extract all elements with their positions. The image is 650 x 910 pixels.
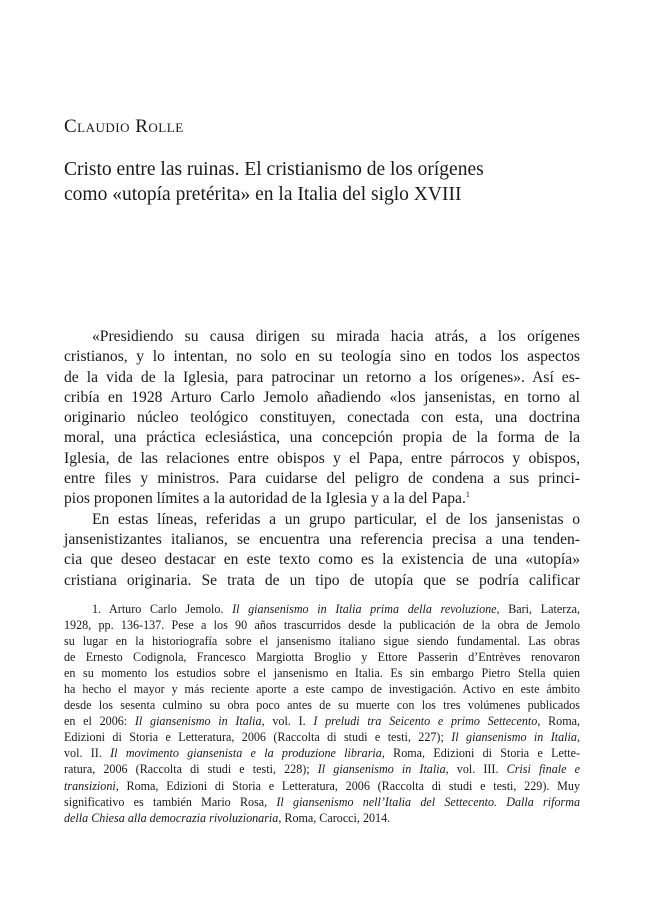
footnote-italic-title: della Chiesa alla democrazia rivoluzionaria — [64, 810, 279, 825]
footnote-italic-title: Il giansenismo nell’Italia del Settecento. Dalla riforma — [276, 794, 580, 809]
footnote-line: vol. II. Il movimento giansenista e la produzione libraria, Roma, Edizioni di Storia e Lette- — [64, 746, 580, 761]
footnote-line: ha hecho el mayor y más reciente aporte a este campo de investigación. Activo en este ámbito — [64, 682, 580, 697]
footnote-reference: 1 — [465, 490, 470, 500]
footnote-line: desde los sesenta culmino su obra poco antes de su muerte con los tres volúmenes publicados — [64, 698, 580, 713]
footnote-italic-title: Il giansenismo in Italia — [134, 714, 262, 729]
footnote-line: 1. Arturo Carlo Jemolo. Il giansenismo in Italia prima della revoluzione, Bari, Laterza, — [92, 602, 580, 616]
body-line: Iglesia, de las relaciones entre obispos y el Papa, entre párrocos y obispos, — [64, 449, 580, 467]
body-line — [64, 489, 580, 509]
footnote-italic-title: I preludi tra Seicento e primo Settecento — [313, 714, 538, 729]
chapter-title-line-2: como «utopía pretérita» en la Italia del siglo XVIII — [64, 184, 462, 205]
body-line: cia que deseo destacar en este texto como es la existencia de una «utopía» — [64, 551, 580, 569]
footnote-italic-title: Crisi finale e — [506, 762, 580, 777]
footnote-line: ratura, 2006 (Raccolta di studi e testi, 228); Il giansenismo in Italia, vol. III. Crisi finale e — [64, 762, 580, 777]
footnote-line: transizioni, Roma, Edizioni di Storia e Letteratura, 2006 (Raccolta di studi e testi, 229). Muy — [64, 778, 580, 793]
body-line: moral, una práctica eclesiástica, una concepción propia de la forma de la — [64, 429, 580, 447]
body-line: de la vida de la Iglesia, para patrocinar un retorno a los orígenes». Así es- — [64, 368, 580, 386]
body-line-text: pios proponen límites a la autoridad de la Iglesia y a la del Papa. — [64, 490, 466, 508]
footnote-line: della Chiesa alla democrazia rivoluzionaria, Roma, Carocci, 2014. — [64, 810, 391, 825]
footnote-line: de Ernesto Codignola, Francesco Margiotta Broglio y Ettore Passerin d’Entrèves renovaron — [64, 650, 580, 665]
footnote-line: su lugar en la historiografía sobre el jansenismo italiano sigue siendo fundamental. Las obras — [64, 634, 580, 649]
footnote-italic-title: transizioni — [64, 778, 116, 793]
body-line: jansenistizantes italianos, se encuentra una referencia precisa a una tenden- — [64, 530, 580, 548]
body-line: «Presidiendo su causa dirigen su mirada hacia atrás, a los orígenes — [92, 328, 580, 345]
body-text — [64, 327, 580, 591]
footnote-line: 1928, pp. 136-137. Pese a los 90 años trascurridos desde la publicación de la obra de Jemolo — [64, 618, 580, 633]
footnote — [64, 601, 580, 826]
footnote-line: Edizioni di Storia e Letteratura, 2006 (Raccolta di studi e testi, 227); Il giansenismo in Italia, — [64, 730, 580, 745]
body-line: originario núcleo teológico constituyen, conectada con esta, una doctrina — [64, 409, 580, 427]
footnote-line: en el 2006: Il giansenismo in Italia, vol. I. I preludi tra Seicento e primo Settecento, Roma, — [64, 714, 580, 729]
body-line: cristianos, y lo intentan, no solo en su teología sino en todos los aspectos — [64, 348, 580, 366]
chapter-title-line-1: Cristo entre las ruinas. El cristianismo de los orígenes — [64, 159, 484, 180]
footnote-line: en su momento los estudios sobre el jansenismo en Italia. Es sin embargo Pietro Stella quien — [64, 666, 580, 681]
footnote-italic-title: Il giansenismo in Italia — [451, 730, 577, 745]
footnote-italic-title: Il movimento giansenista e la produzione libraria — [110, 746, 382, 761]
body-line: cristiana originaria. Se trata de un tipo de utopía que se podría calificar — [64, 571, 580, 589]
author-name: Claudio Rolle — [64, 116, 184, 137]
body-line: entre files y ministros. Para cuidarse del peligro de condena a sus princi- — [64, 470, 580, 488]
body-line: cribía en 1928 Arturo Carlo Jemolo añadiendo «los jansenistas, en torno al — [64, 388, 580, 406]
chapter-title — [64, 157, 584, 207]
footnote-italic-title: Il giansenismo in Italia — [317, 762, 446, 777]
footnote-italic-title: Il giansenismo in Italia prima della revoluzione — [232, 602, 497, 616]
body-line: En estas líneas, referidas a un grupo particular, el de los jansenistas o — [92, 510, 580, 528]
footnote-line: significativo es también Mario Rosa, Il giansenismo nell’Italia del Settecento. Dalla riforma — [64, 794, 580, 809]
